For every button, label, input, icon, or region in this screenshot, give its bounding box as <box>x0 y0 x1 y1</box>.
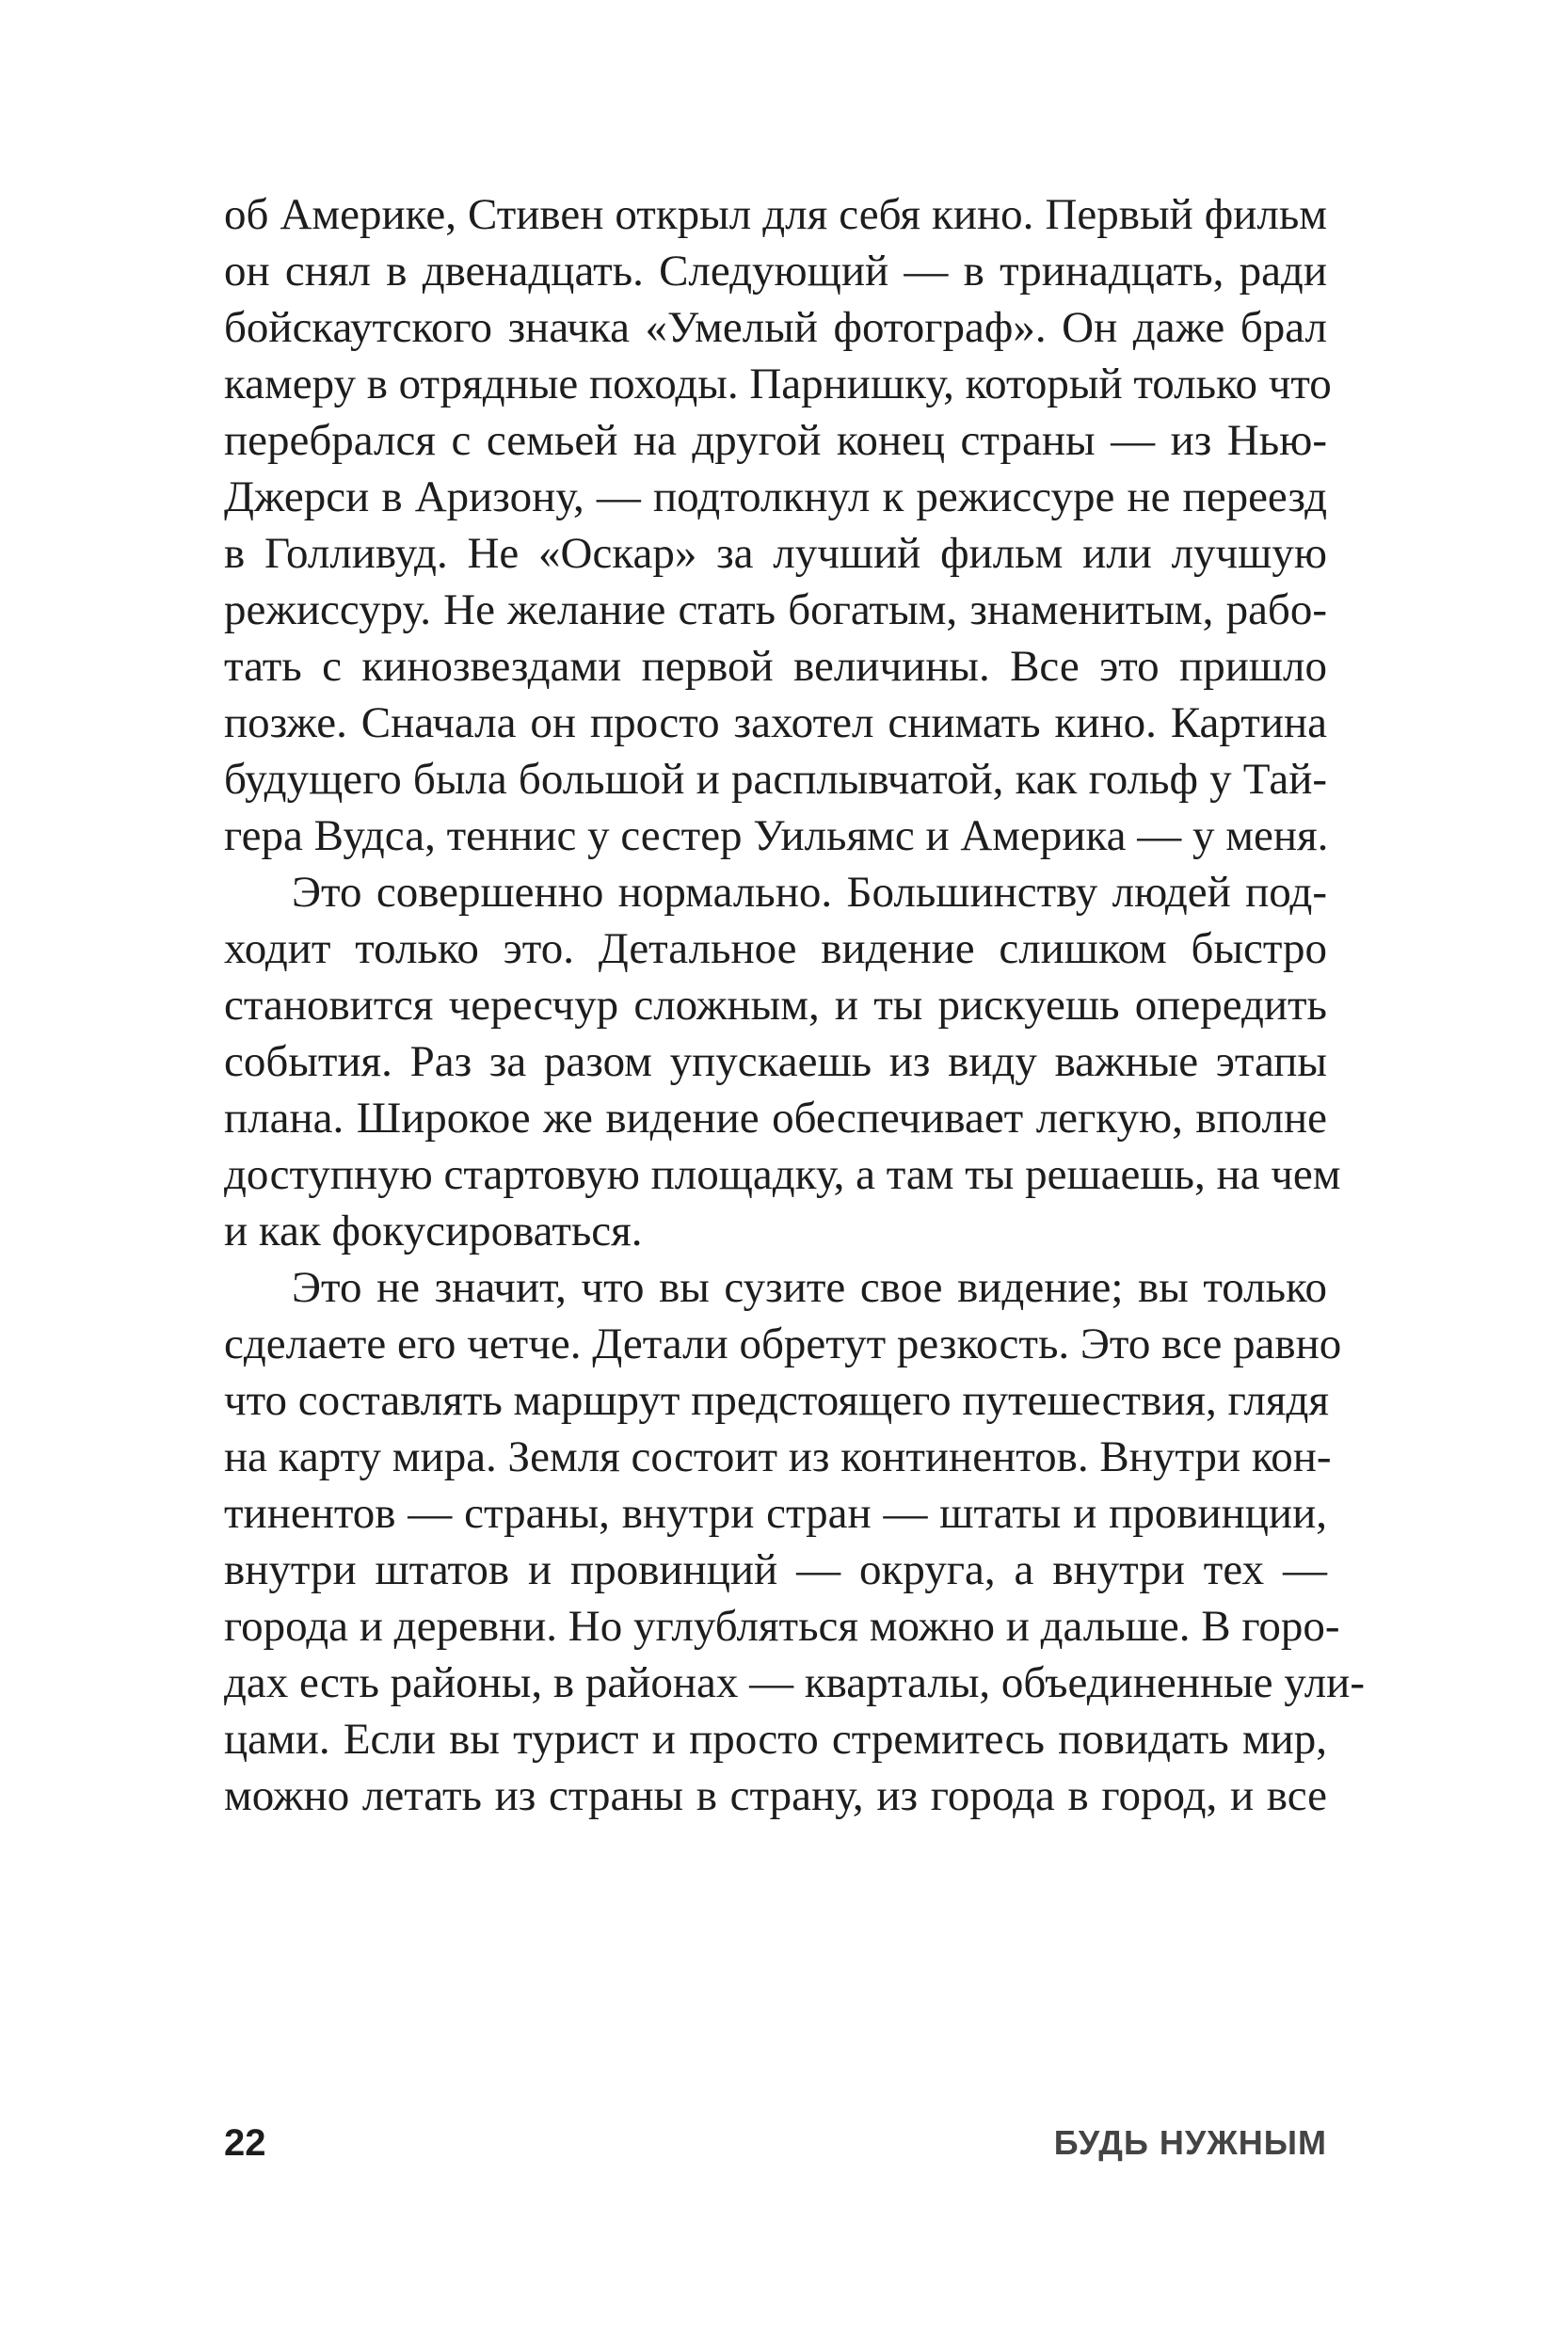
text-line: внутри штатов и провинций — округа, а внутри тех — <box>224 1545 1327 1594</box>
text-line: в Голливуд. Не «Оскар» за лучший фильм или лучшую <box>224 529 1327 578</box>
text-line: режиссуру. Не желание стать богатым, знаменитым, рабо- <box>224 585 1327 634</box>
text-line: камеру в отрядные походы. Парнишку, который только что <box>224 360 1332 408</box>
text-line: цами. Если вы турист и просто стремитесь повидать мир, <box>224 1715 1327 1764</box>
text-line: об Америке, Стивен открыл для себя кино. Первый фильм <box>224 190 1327 239</box>
running-title: БУДЬ НУЖНЫМ <box>1053 2123 1327 2162</box>
text-line: и как фокусироваться. <box>224 1207 643 1255</box>
text-line: плана. Широкое же видение обеспечивает легкую, вполне <box>224 1094 1327 1143</box>
body-text <box>224 186 1365 1824</box>
text-line: можно летать из страны в страну, из города в город, и все <box>224 1771 1327 1820</box>
text-line: на карту мира. Земля состоит из континентов. Внутри кон- <box>224 1432 1332 1481</box>
text-line: тинентов — страны, внутри стран — штаты и провинции, <box>224 1489 1327 1538</box>
text-line: гера Вудса, теннис у сестер Уильямс и Америка — у меня. <box>224 811 1329 860</box>
text-line: перебрался с семьей на другой конец страны — из Нью- <box>224 416 1327 465</box>
text-line: что составлять маршрут предстоящего путешествия, глядя <box>224 1376 1330 1425</box>
text-line: ходит только это. Детальное видение слишком быстро <box>224 924 1327 973</box>
text-line: сделаете его четче. Детали обретут резкость. Это все равно <box>224 1319 1342 1368</box>
text-line: города и деревни. Но углубляться можно и дальше. В горо- <box>224 1602 1340 1651</box>
text-line: тать с кинозвездами первой величины. Все это пришло <box>224 642 1327 691</box>
text-line: Джерси в Аризону, — подтолкнул к режиссуре не переезд <box>224 472 1327 521</box>
text-line: позже. Сначала он просто захотел снимать кино. Картина <box>224 698 1327 747</box>
text-line: Это совершенно нормально. Большинству людей под- <box>292 868 1327 917</box>
page-footer <box>224 2119 1327 2167</box>
text-line: дах есть районы, в районах — кварталы, объединенные ули- <box>224 1658 1365 1707</box>
text-line: будущего была большой и расплывчатой, как гольф у Тай- <box>224 755 1327 804</box>
text-line: бойскаутского значка «Умелый фотограф». Он даже брал <box>224 303 1327 352</box>
text-line: Это не значит, что вы сузите свое видение; вы только <box>292 1263 1327 1312</box>
text-line: он снял в двенадцать. Следующий — в тринадцать, ради <box>224 247 1327 296</box>
page-number: 22 <box>224 2122 266 2164</box>
text-line: становится чересчур сложным, и ты рискуешь опередить <box>224 981 1327 1030</box>
text-line: доступную стартовую площадку, а там ты решаешь, на чем <box>224 1150 1341 1199</box>
text-line: события. Раз за разом упускаешь из виду важные этапы <box>224 1037 1327 1086</box>
